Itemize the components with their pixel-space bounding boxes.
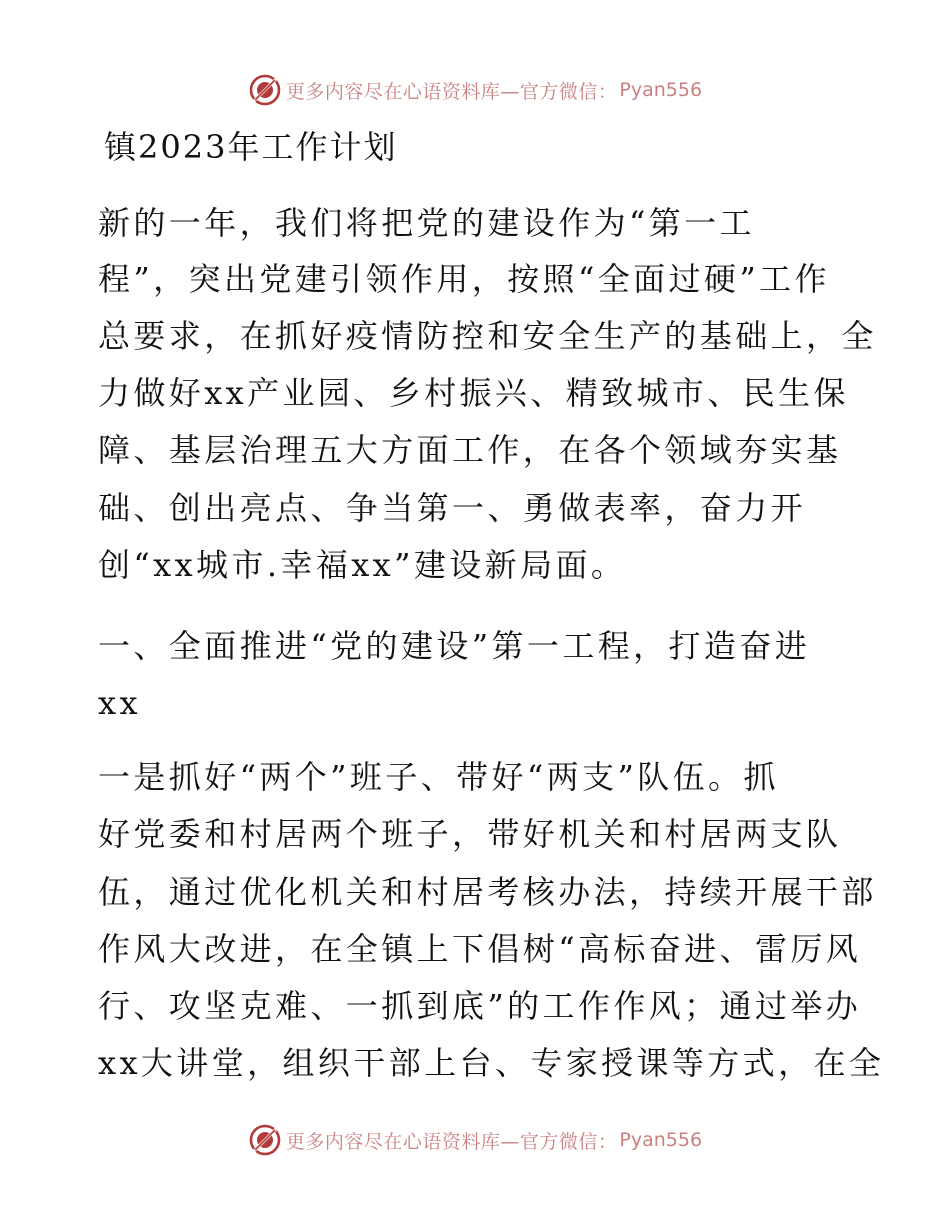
watermark-banner-top xyxy=(0,70,950,110)
watermark-wechat-id: Pyan556 xyxy=(619,1129,703,1151)
section-heading: 一、全面推进“党的建设”第一工程，打造奋进 xyxy=(98,627,811,665)
paragraph-line: 础、创出亮点、争当第一、勇做表率，奋力开 xyxy=(98,489,807,527)
paragraph-line: 一是抓好“两个”班子、带好“两支”队伍。抓 xyxy=(98,758,779,796)
paragraph-line: xx大讲堂，组织干部上台、专家授课等方式，在全 xyxy=(98,1044,885,1082)
quill-seal-icon xyxy=(248,73,282,107)
paragraph-line: 好党委和村居两个班子，带好机关和村居两支队 xyxy=(98,815,842,853)
paragraph-line: 作风大改进，在全镇上下倡树“高标奋进、雷厉风 xyxy=(98,930,862,968)
paragraph-line: 新的一年，我们将把党的建设作为“第一工 xyxy=(98,204,755,242)
paragraph-line: 障、基层治理五大方面工作，在各个领域夯实基 xyxy=(98,431,842,469)
paragraph-line: 总要求，在抓好疫情防控和安全生产的基础上，全 xyxy=(98,317,877,355)
paragraph-line: 伍，通过优化机关和村居考核办法，持续开展干部 xyxy=(98,873,877,911)
paragraph-line: 行、攻坚克难、一抓到底”的工作作风；通过举办 xyxy=(98,987,862,1025)
quill-seal-icon xyxy=(248,1123,282,1157)
section-heading-continuation: xx xyxy=(98,684,141,722)
paragraph-line: 力做好xx产业园、乡村振兴、精致城市、民生保 xyxy=(98,374,849,412)
watermark-text: 更多内容尽在心语资料库—官方微信： xyxy=(285,1130,618,1153)
document-title: 镇2023年工作计划 xyxy=(104,128,398,166)
watermark-banner-bottom xyxy=(0,1120,950,1160)
watermark-text: 更多内容尽在心语资料库—官方微信： xyxy=(285,80,618,103)
paragraph-line: 程”，突出党建引领作用，按照“全面过硬”工作 xyxy=(98,260,830,298)
watermark-wechat-id: Pyan556 xyxy=(619,79,703,101)
paragraph-line: 创“xx城市.幸福xx”建设新局面。 xyxy=(98,546,627,584)
